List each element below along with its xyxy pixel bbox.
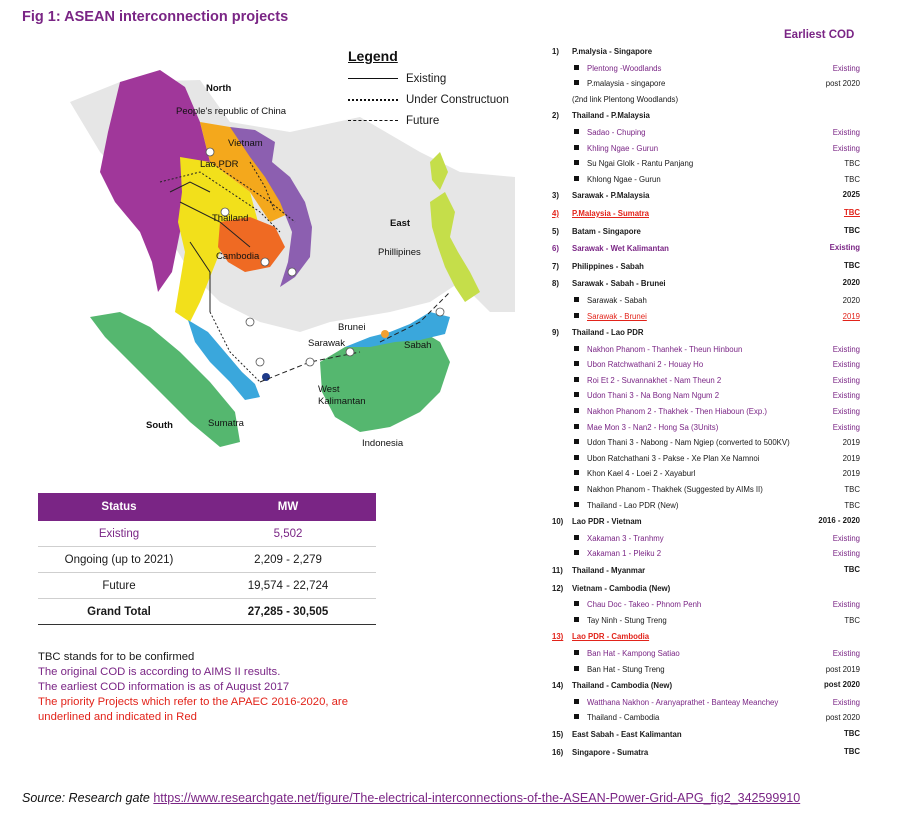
status-cell: Future <box>38 573 200 599</box>
project-cod: TBC <box>843 728 860 738</box>
project-item-row <box>552 156 860 172</box>
legend-item-existing <box>348 68 538 89</box>
project-number: 1) <box>552 47 559 56</box>
notes <box>38 650 378 725</box>
header-status: Status <box>38 493 200 521</box>
project-cod: post 2020 <box>825 713 860 723</box>
table-row <box>38 573 376 599</box>
project-number: 10) <box>552 517 564 527</box>
square-bullet-icon <box>574 699 579 704</box>
source-label: Source: Research gate <box>22 791 150 805</box>
project-label: Sarawak - Sabah - Brunei <box>572 279 666 289</box>
project-cod: Existing <box>832 63 860 73</box>
project-label: Philippines - Sabah <box>572 261 644 271</box>
project-cod: 2019 <box>842 438 860 448</box>
project-group-row <box>552 258 860 276</box>
note-tbc: TBC stands for to be confirmed <box>38 651 195 663</box>
total-row <box>38 599 376 625</box>
project-item-row <box>552 342 860 358</box>
note-priority-projects: The priority Projects which refer to the APAEC 2016-2020, are underlined and indicated in Red <box>38 696 348 723</box>
project-cod: TBC <box>844 159 860 169</box>
project-cod: post 2020 <box>825 79 860 89</box>
square-bullet-icon <box>574 361 579 366</box>
project-note-row <box>552 92 860 108</box>
project-label: Nakhon Phanom - Thakhek (Suggested by AIMs II) <box>587 485 763 495</box>
project-group-row <box>552 513 860 531</box>
project-label: Thailand - Cambodia <box>587 713 660 723</box>
project-item-row <box>552 531 860 547</box>
project-label: Thailand - Lao PDR <box>572 328 644 338</box>
project-item-row <box>552 125 860 141</box>
project-number: 4) <box>552 208 559 218</box>
map-label-china: People's republic of China <box>176 106 287 117</box>
project-label: (2nd link Plentong Woodlands) <box>572 94 679 104</box>
project-label: Xakaman 3 - Tranhmy <box>587 533 664 543</box>
map-label-south: South <box>146 420 173 431</box>
project-group-row <box>552 107 860 125</box>
project-item-row <box>552 61 860 77</box>
project-cod: TBC <box>843 225 860 235</box>
project-item-row <box>552 309 860 325</box>
source-line <box>22 790 852 806</box>
project-group-row <box>552 726 860 744</box>
project-cod: TBC <box>843 260 860 270</box>
square-bullet-icon <box>574 550 579 555</box>
project-label: Thailand - P.Malaysia <box>572 111 650 121</box>
square-bullet-icon <box>574 392 579 397</box>
dotted-line-icon <box>348 99 398 101</box>
project-item-row <box>552 357 860 373</box>
note-original-cod: The original COD is according to AIMS II results. <box>38 666 281 678</box>
project-number: 8) <box>552 279 559 289</box>
project-label: Sarawak - Brunei <box>587 311 647 321</box>
project-group-row <box>552 562 860 580</box>
project-cod: Existing <box>832 549 860 559</box>
legend-item-future <box>348 110 538 131</box>
project-label: Ubon Ratchathani 3 - Pakse - Xe Plan Xe Namnoi <box>587 453 760 463</box>
region-brunei <box>381 330 389 338</box>
project-item-row <box>552 482 860 498</box>
project-label: Thailand - Myanmar <box>572 566 646 575</box>
project-item-row <box>552 646 860 662</box>
project-item-row <box>552 435 860 451</box>
square-bullet-icon <box>574 714 579 719</box>
project-cod: Existing <box>832 697 860 707</box>
project-label: Lao PDR - Cambodia <box>572 632 650 642</box>
project-cod: TBC <box>844 615 860 625</box>
legend-item-under-construction <box>348 89 538 110</box>
project-label: Udon Thani 3 - Na Bong Nam Ngum 2 <box>587 391 720 401</box>
square-bullet-icon <box>574 160 579 165</box>
dashed-line-icon <box>348 120 398 121</box>
table-row <box>38 521 376 547</box>
square-bullet-icon <box>574 601 579 606</box>
project-label: Khling Ngae - Gurun <box>587 143 659 153</box>
project-label: P.Malaysia - Sumatra <box>572 208 649 218</box>
project-item-row <box>552 373 860 389</box>
square-bullet-icon <box>574 377 579 382</box>
project-cod: Existing <box>832 127 860 137</box>
square-bullet-icon <box>574 502 579 507</box>
square-bullet-icon <box>574 297 579 302</box>
total-mw-cell: 27,285 - 30,505 <box>200 599 376 625</box>
project-group-row <box>552 580 860 598</box>
project-label: P.malaysia - singapore <box>587 79 666 89</box>
project-label: Khon Kael 4 - Loei 2 - Xayaburl <box>587 469 696 479</box>
project-label: Watthana Nakhon - Aranyaprathet - Banteay Meanchey <box>587 697 779 707</box>
project-group-row <box>552 223 860 241</box>
project-number: 14) <box>552 681 564 691</box>
project-group-row <box>552 205 860 223</box>
project-label: Sarawak - Wet Kalimantan <box>572 244 669 254</box>
project-cod: Existing <box>832 648 860 658</box>
square-bullet-icon <box>574 65 579 70</box>
project-number: 3) <box>552 191 559 201</box>
table-row <box>38 547 376 573</box>
project-number: 13) <box>552 632 564 642</box>
figure-title: Fig 1: ASEAN interconnection projects <box>22 9 289 25</box>
square-bullet-icon <box>574 80 579 85</box>
mw-cell: 5,502 <box>200 521 376 547</box>
project-cod: Existing <box>832 375 860 385</box>
project-item-row <box>552 76 860 92</box>
status-table <box>38 493 376 625</box>
project-label: Sarawak - Sabah <box>587 295 647 305</box>
project-cod: TBC <box>844 500 860 510</box>
project-label: Thailand - Cambodia (New) <box>572 681 673 691</box>
square-bullet-icon <box>574 176 579 181</box>
project-number: 11) <box>552 566 563 575</box>
map-label-philippines: Phillipines <box>378 247 421 258</box>
project-item-row <box>552 293 860 309</box>
project-cod: post 2019 <box>825 664 860 674</box>
project-cod: Existing <box>832 143 860 153</box>
project-group-row <box>552 187 860 205</box>
map-label-vietnam: Vietnam <box>228 138 263 149</box>
map-label-north: North <box>206 83 232 94</box>
project-group-row <box>552 677 860 695</box>
source-link[interactable]: https://www.researchgate.net/figure/The-electrical-interconnections-of-the-ASEAN-Power-Grid-APG_fig2_342599910 <box>153 791 801 805</box>
project-label: Sadao - Chuping <box>587 127 646 137</box>
project-item-row <box>552 498 860 514</box>
legend-label: Under Constructuon <box>406 93 509 106</box>
project-cod: 2020 <box>842 278 860 288</box>
project-cod: Existing <box>829 243 860 253</box>
square-bullet-icon <box>574 439 579 444</box>
project-label: Xakaman 1 - Pleiku 2 <box>587 549 662 559</box>
project-item-row <box>552 404 860 420</box>
square-bullet-icon <box>574 650 579 655</box>
project-number: 15) <box>552 729 564 739</box>
project-item-row <box>552 613 860 629</box>
project-cod: Existing <box>832 422 860 432</box>
project-cod: post 2020 <box>824 680 860 690</box>
project-label: Su Ngai Glolk - Rantu Panjang <box>587 159 694 169</box>
mw-cell: 2,209 - 2,279 <box>200 547 376 573</box>
project-cod: 2019 <box>842 453 860 463</box>
project-number: 5) <box>552 226 559 236</box>
project-label: Mae Mon 3 - Nan2 - Hong Sa (3Units) <box>587 422 719 432</box>
project-group-row <box>552 628 860 646</box>
project-item-row <box>552 466 860 482</box>
earliest-cod-header: Earliest COD <box>784 29 855 41</box>
project-item-row <box>552 388 860 404</box>
project-item-row <box>552 172 860 188</box>
project-cod: TBC <box>843 565 860 574</box>
project-item-row <box>552 662 860 678</box>
project-cod: Existing <box>832 391 860 401</box>
project-item-row <box>552 695 860 711</box>
square-bullet-icon <box>574 313 579 318</box>
project-label: Vietnam - Cambodia (New) <box>572 583 671 593</box>
map-label-east: East <box>390 218 411 229</box>
square-bullet-icon <box>574 470 579 475</box>
project-number: 9) <box>552 328 559 338</box>
map-label-laos: Lao PDR <box>200 159 239 170</box>
project-item-row <box>552 451 860 467</box>
map-label-sumatra: Sumatra <box>208 418 244 429</box>
map-label-thailand: Thailand <box>212 213 249 224</box>
project-label: Khlong Ngae - Gurun <box>587 174 661 184</box>
project-number: 12) <box>552 583 564 593</box>
project-group-row <box>552 324 860 342</box>
project-label: Tay Ninh - Stung Treng <box>587 615 667 625</box>
project-label: Roi Et 2 - Suvannakhet - Nam Theun 2 <box>587 375 722 385</box>
project-label: Thailand - Lao PDR (New) <box>587 500 679 510</box>
project-item-row <box>552 141 860 157</box>
square-bullet-icon <box>574 145 579 150</box>
project-cod: TBC <box>843 207 860 217</box>
square-bullet-icon <box>574 455 579 460</box>
square-bullet-icon <box>574 535 579 540</box>
project-cod: 2025 <box>842 190 860 200</box>
project-cod: 2020 <box>842 295 860 305</box>
map-label-cambodia: Cambodia <box>216 251 260 262</box>
map-label-west-kalimantan: West Kalimantan <box>318 384 366 407</box>
project-group-row <box>552 240 860 258</box>
project-cod: Existing <box>832 407 860 417</box>
project-label: Lao PDR - Vietnam <box>572 517 642 527</box>
square-bullet-icon <box>574 424 579 429</box>
map-label-brunei: Brunei <box>338 322 366 333</box>
project-item-row <box>552 420 860 436</box>
project-label: Nakhon Phanom - Thanhek - Theun Hinboun <box>587 344 743 354</box>
square-bullet-icon <box>574 129 579 134</box>
map-label-sarawak: Sarawak <box>308 338 345 349</box>
project-group-row <box>552 744 860 762</box>
project-cod: TBC <box>844 485 860 495</box>
mw-cell: 19,574 - 22,724 <box>200 573 376 599</box>
project-number: 7) <box>552 261 559 271</box>
legend-title: Legend <box>348 48 398 64</box>
project-item-row <box>552 710 860 726</box>
project-label: Ban Hat - Stung Treng <box>587 664 665 674</box>
map-label-indonesia: Indonesia <box>362 438 404 449</box>
project-number: 2) <box>552 111 559 121</box>
project-cod: Existing <box>832 600 860 610</box>
project-cod: 2019 <box>842 469 860 479</box>
square-bullet-icon <box>574 346 579 351</box>
project-number: 16) <box>552 747 564 757</box>
project-group-row <box>552 43 860 61</box>
project-cod: TBC <box>844 174 860 184</box>
project-item-row <box>552 597 860 613</box>
project-label: Udon Thani 3 - Nabong - Nam Ngiep (converted to 500KV) <box>587 438 790 448</box>
total-status-cell: Grand Total <box>38 599 200 625</box>
project-label: Plentong -Woodlands <box>587 63 662 73</box>
square-bullet-icon <box>574 666 579 671</box>
solid-line-icon <box>348 78 398 79</box>
project-cod: Existing <box>832 344 860 354</box>
status-cell: Existing <box>38 521 200 547</box>
project-label: P.malysia - Singapore <box>572 47 653 56</box>
project-cod: 2019 <box>842 311 860 321</box>
map-legend <box>348 48 538 131</box>
status-cell: Ongoing (up to 2021) <box>38 547 200 573</box>
project-label: Chau Doc - Takeo - Phnom Penh <box>587 600 702 610</box>
square-bullet-icon <box>574 617 579 622</box>
legend-label: Existing <box>406 72 447 85</box>
status-table-header <box>38 493 376 521</box>
project-label: East Sabah - East Kalimantan <box>572 729 682 739</box>
project-item-row <box>552 546 860 562</box>
square-bullet-icon <box>574 486 579 491</box>
project-group-row <box>552 275 860 293</box>
project-cod: 2016 - 2020 <box>818 516 860 526</box>
project-label: Nakhon Phanom 2 - Thakhek - Then Hiaboun (Exp.) <box>587 407 768 417</box>
island-batam <box>262 373 270 381</box>
project-label: Singapore - Sumatra <box>572 747 649 757</box>
note-earliest-cod: The earliest COD information is as of August 2017 <box>38 681 290 693</box>
map-label-sabah: Sabah <box>404 340 432 351</box>
project-list <box>552 43 860 761</box>
project-cod: Existing <box>832 360 860 370</box>
project-label: Ubon Ratchwathani 2 - Houay Ho <box>587 360 704 370</box>
project-number: 6) <box>552 244 559 254</box>
header-mw: MW <box>200 493 376 521</box>
square-bullet-icon <box>574 408 579 413</box>
project-label: Sarawak - P.Malaysia <box>572 191 650 201</box>
legend-label: Future <box>406 114 440 127</box>
project-label: Ban Hat - Kampong Satiao <box>587 648 680 658</box>
project-label: Batam - Singapore <box>572 226 641 236</box>
project-cod: Existing <box>832 533 860 543</box>
project-cod: TBC <box>843 746 860 756</box>
